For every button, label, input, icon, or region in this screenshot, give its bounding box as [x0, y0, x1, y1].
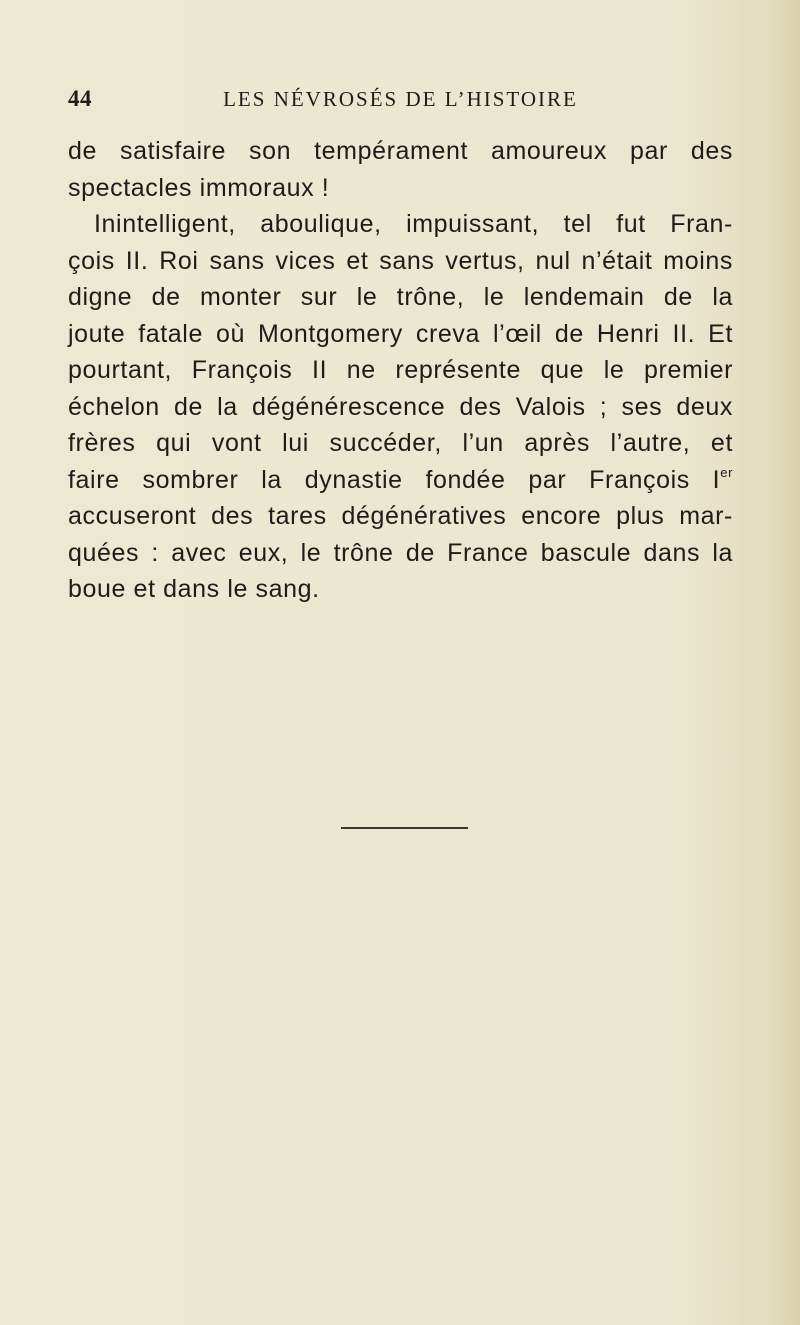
text-line: spectacles immoraux !: [68, 173, 330, 202]
body-paragraphs: [68, 133, 733, 608]
text-line: joute fatale où Montgomery creva l’œil de Henri II. Et: [68, 319, 733, 348]
text-line: échelon de la dégénérescence des Valois ; ses deux: [68, 392, 733, 421]
page-header: [68, 86, 733, 122]
text-line: çois II. Roi sans vices et sans vertus, nul n’était moins: [68, 246, 733, 275]
superscript-er: er: [720, 464, 733, 480]
text-line: frères qui vont lui succéder, l’un après l’autre, et: [68, 429, 733, 457]
text-line-main: faire sombrer la dynastie fondée par François I: [68, 465, 721, 494]
text-line: quées : avec eux, le trône de France bascule dans la: [68, 538, 733, 567]
page-number: 44: [68, 86, 92, 111]
text-line: de satisfaire son tempérament amoureux par des: [68, 137, 733, 165]
running-title: LES NÉVROSÉS DE L’HISTOIRE: [223, 87, 578, 111]
text-line: digne de monter sur le trône, le lendemain de la: [68, 283, 733, 311]
text-line-with-superscript: [68, 462, 733, 499]
section-end-rule: [341, 827, 468, 829]
text-line: pourtant, François II ne représente que le premier: [68, 356, 733, 384]
text-line: Inintelligent, aboulique, impuissant, tel fut Fran-: [94, 210, 733, 238]
text-line: boue et dans le sang.: [68, 575, 320, 603]
text-line: accuseront des tares dégénératives encore plus mar-: [68, 502, 733, 530]
